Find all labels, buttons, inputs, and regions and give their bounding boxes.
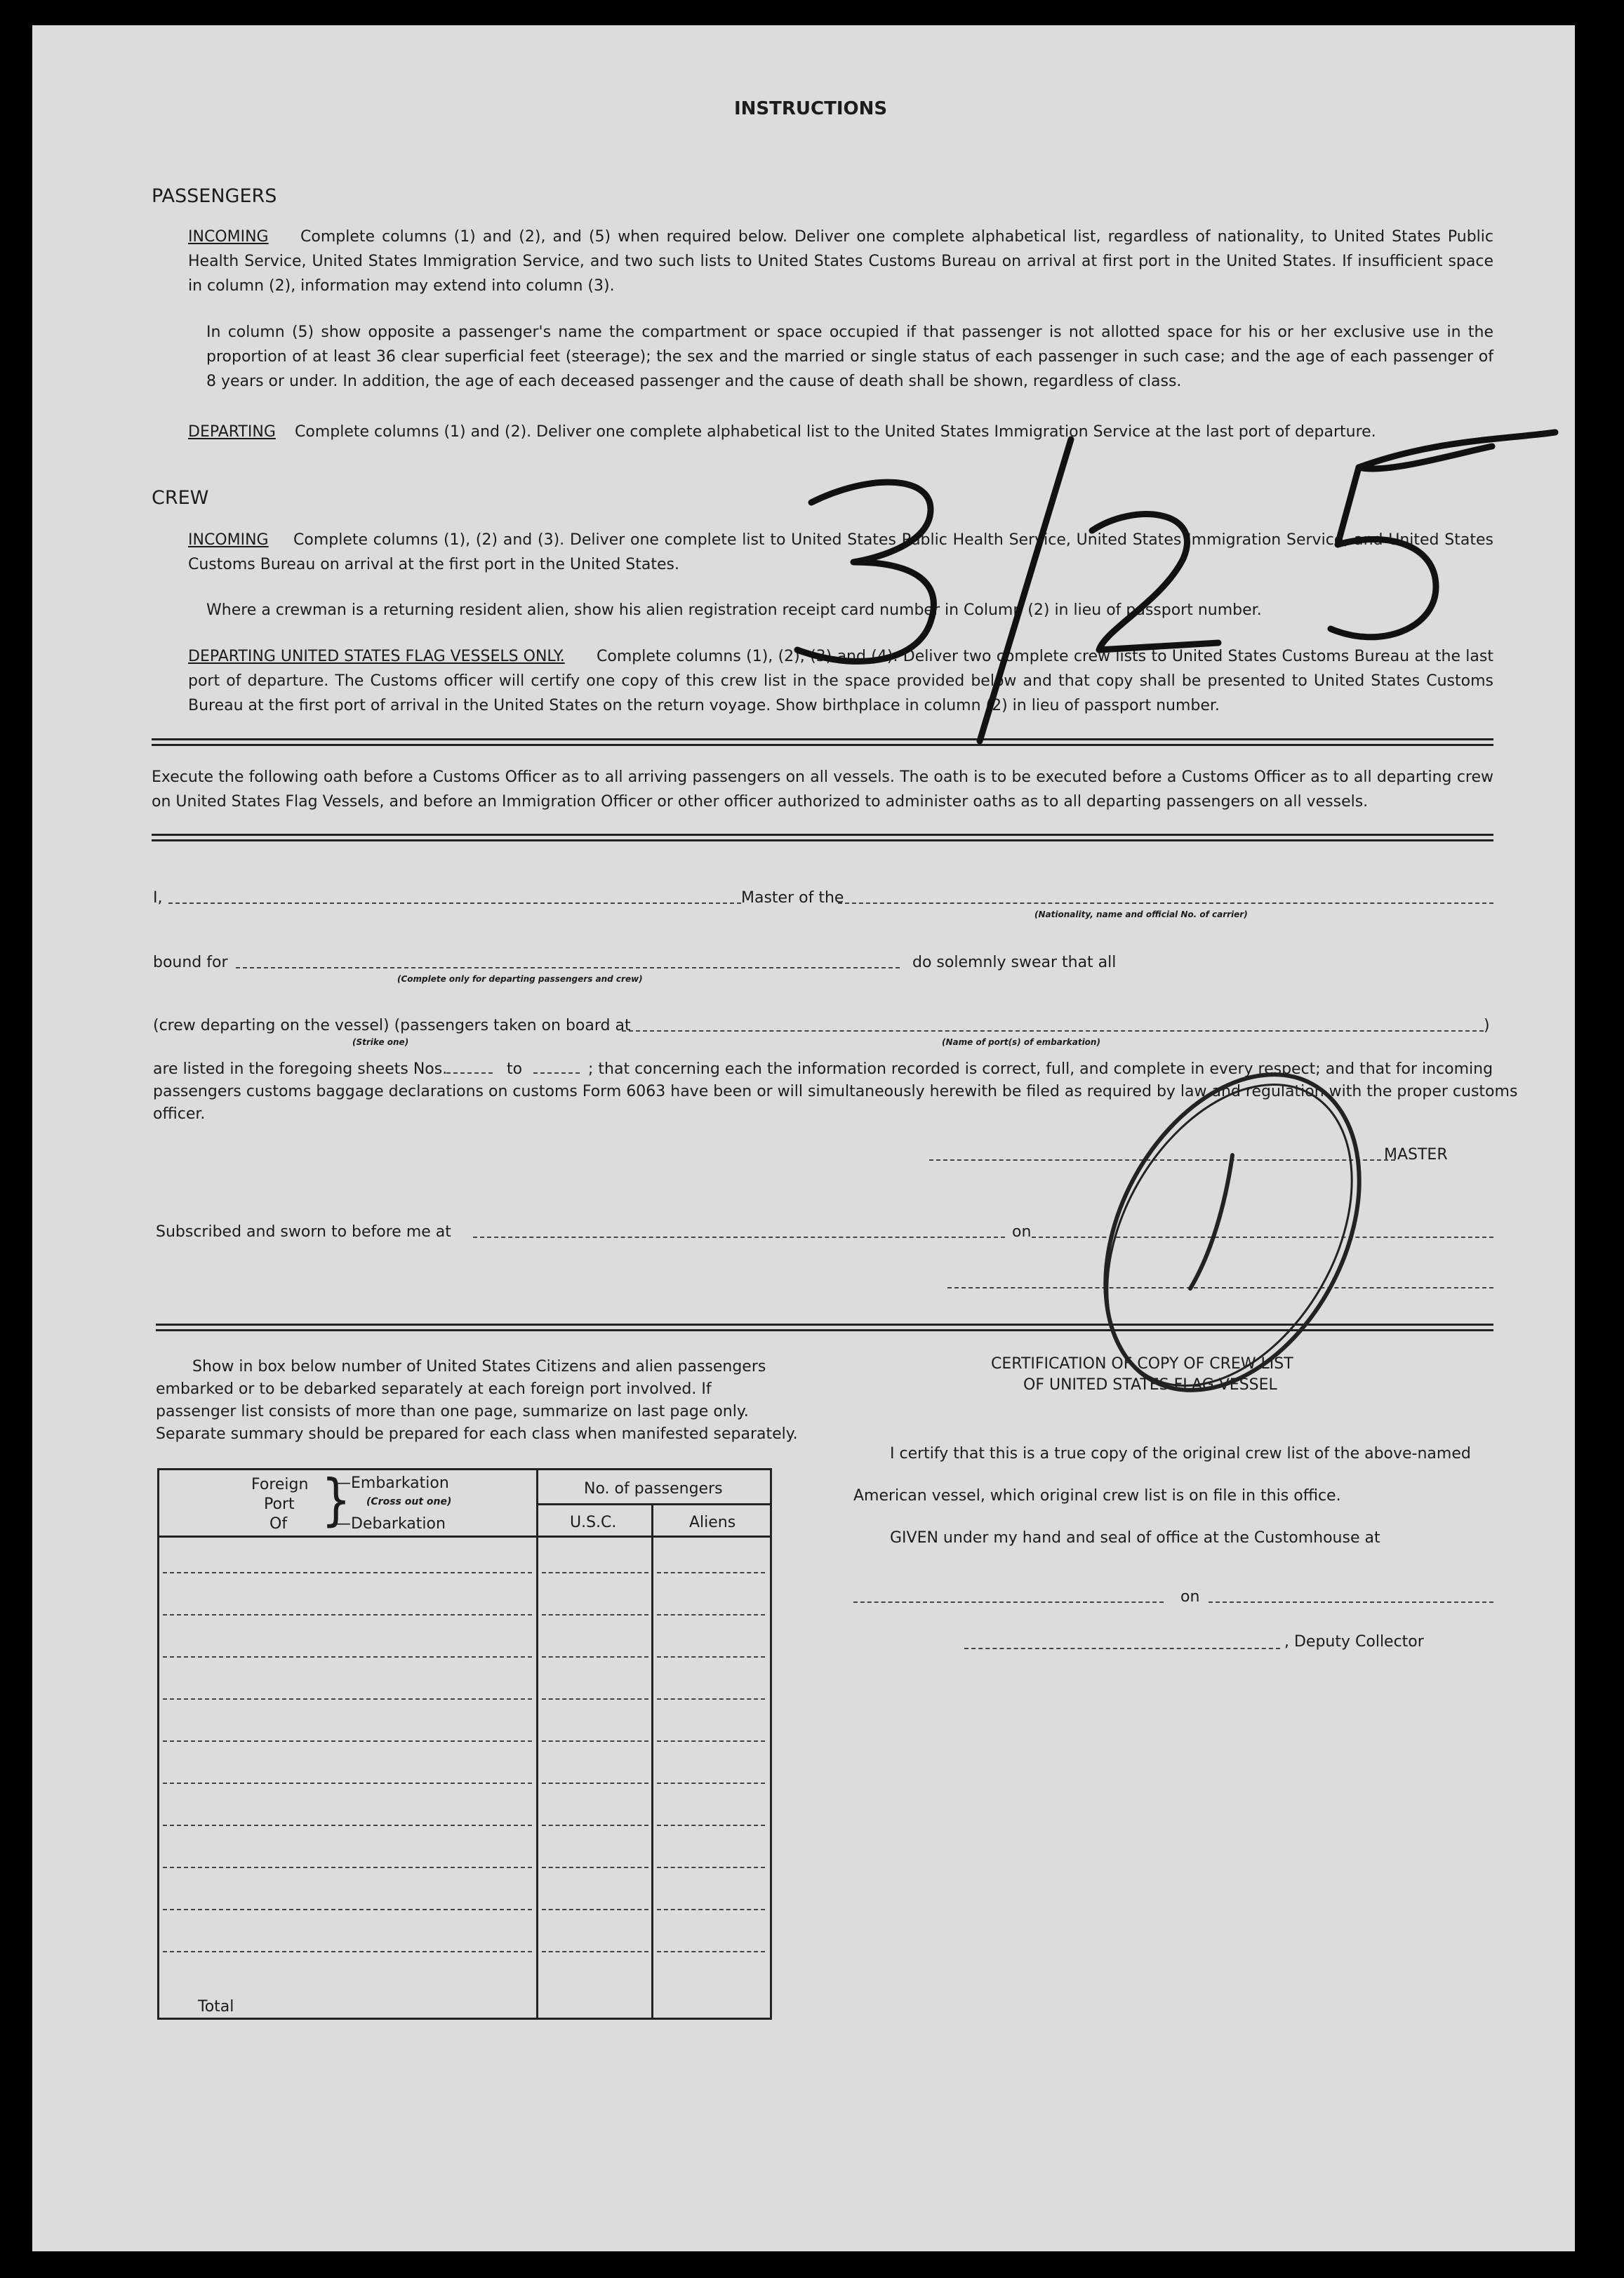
- summary-intro-line: embarked or to be debarked separately at each foreign port involved. If: [156, 1380, 712, 1398]
- listed-text-2: ; that concerning each the information recorded is correct, full, and complete in every respect; and that for incoming: [588, 1060, 1493, 1078]
- certification-text: American vessel, which original crew list is on file in this office.: [853, 1487, 1341, 1505]
- summary-table: [157, 1468, 772, 2020]
- table-row-line[interactable]: [542, 1951, 648, 1952]
- master-name-field[interactable]: [168, 902, 741, 904]
- handwritten-circled-one: [1001, 1029, 1450, 1408]
- port-note: (Name of port(s) of embarkation): [942, 1037, 1100, 1047]
- crew-incoming-text: Complete columns (1), (2) and (3). Deliver one complete list to United States Public Health Service, United States Immigration Service, and United States Customs Bureau on arrival at the first port in the United States.: [188, 531, 1493, 573]
- usc-header: U.S.C.: [570, 1514, 617, 1531]
- table-row-line[interactable]: [163, 1656, 532, 1658]
- passengers-column5-text: In column (5) show opposite a passenger's name the compartment or space occupied if that passenger is not allotted space for his or her exclusive use in the proportion of at least 36 clear superficial feet (steerage); the sex and the married or single status of each passenger in such case; and the age of each passenger of 8 years or under. In addition, the age of each deceased passenger and the cause of death shall be shown, regardless of class.: [206, 324, 1493, 390]
- sheet-to-field[interactable]: [533, 1072, 580, 1074]
- table-row-line[interactable]: [163, 1825, 532, 1826]
- listed-text-4: officer.: [153, 1105, 206, 1123]
- summary-intro-line: Separate summary should be prepared for each class when manifested separately.: [156, 1425, 798, 1443]
- cert-date-field[interactable]: [1209, 1601, 1493, 1603]
- table-row-line[interactable]: [542, 1698, 648, 1700]
- carrier-field[interactable]: [838, 902, 1493, 904]
- table-row-line[interactable]: [542, 1867, 648, 1868]
- summary-intro-line: Show in box below number of United States Citizens and alien passengers: [192, 1358, 766, 1376]
- cert-on-label: on: [1180, 1588, 1200, 1606]
- certification-title: OF UNITED STATES FLAG VESSEL: [1023, 1376, 1277, 1394]
- certification-text: I certify that this is a true copy of the original crew list of the above-named: [890, 1445, 1471, 1463]
- table-row-line[interactable]: [542, 1656, 648, 1658]
- table-row-line[interactable]: [657, 1740, 765, 1742]
- sworn-place-field[interactable]: [473, 1237, 1005, 1238]
- master-of-the-label: Master of the: [741, 889, 844, 907]
- passengers-heading: PASSENGERS: [152, 185, 277, 207]
- brace: }: [321, 1467, 351, 1533]
- page-title: INSTRUCTIONS: [734, 98, 888, 119]
- bound-note: (Complete only for departing passengers and crew): [397, 974, 643, 984]
- table-row-line[interactable]: [542, 1909, 648, 1910]
- table-row-line[interactable]: [657, 1867, 765, 1868]
- given-text: GIVEN under my hand and seal of office at the Customhouse at: [890, 1529, 1380, 1547]
- table-row-line[interactable]: [163, 1867, 532, 1868]
- embarkation-label: —Embarkation: [335, 1474, 449, 1492]
- table-row-line[interactable]: [542, 1614, 648, 1616]
- document-page: [32, 25, 1575, 2251]
- subscribed-label: Subscribed and sworn to before me at: [156, 1223, 451, 1241]
- crew-heading: CREW: [152, 487, 209, 509]
- divider: [152, 839, 1493, 841]
- passengers-departing-label: DEPARTING: [188, 423, 276, 441]
- bound-for-field[interactable]: [236, 967, 900, 968]
- crew-departing-text: Complete columns (1), (2), (3) and (4). Deliver two complete crew lists to United States Customs Bureau at the last port of departure. The Customs officer will certify one copy of this crew list in the space provided below and that copy shall be presented to United States Customs Bureau at the first port of arrival in the United States on the return voyage. Show birthplace in column (2) in lieu of passport number.: [188, 648, 1493, 714]
- table-header-bottom: [157, 1536, 770, 1538]
- divider: [152, 834, 1493, 836]
- table-col-divider: [651, 1503, 653, 2018]
- crew-incoming-label: INCOMING: [188, 531, 269, 549]
- crew-departing-text: (crew departing on the vessel) (passengers taken on board at: [153, 1017, 631, 1034]
- table-row-line[interactable]: [542, 1740, 648, 1742]
- handwritten-number-text: 3/25: [769, 418, 771, 419]
- table-row-line[interactable]: [657, 1656, 765, 1658]
- swear-text: do solemnly swear that all: [912, 954, 1117, 971]
- table-row-line[interactable]: [657, 1783, 765, 1784]
- table-row-line[interactable]: [163, 1783, 532, 1784]
- table-row-line[interactable]: [163, 1951, 532, 1952]
- table-row-line[interactable]: [163, 1698, 532, 1700]
- port-label: Port: [264, 1496, 295, 1513]
- carrier-note: (Nationality, name and official No. of carrier): [1034, 910, 1248, 919]
- table-row-line[interactable]: [163, 1614, 532, 1616]
- deputy-collector-label: , Deputy Collector: [1284, 1633, 1424, 1651]
- no-passengers-header: No. of passengers: [584, 1480, 723, 1498]
- crew-departing-label: DEPARTING UNITED STATES FLAG VESSELS ONLY.: [188, 648, 565, 665]
- summary-intro-line: passenger list consists of more than one page, summarize on last page only.: [156, 1403, 749, 1420]
- oath-i: I,: [153, 889, 163, 907]
- aliens-header: Aliens: [689, 1514, 736, 1531]
- table-row-line[interactable]: [542, 1783, 648, 1784]
- listed-text-3: passengers customs baggage declarations on customs Form 6063 have been or will simultaneously herewith be filed as required by law and regulation with the proper customs: [153, 1083, 1518, 1100]
- crew-alien-text: Where a crewman is a returning resident alien, show his alien registration receipt card number in Column (2) in lieu of passport number.: [206, 601, 1262, 619]
- total-label: Total: [198, 1998, 234, 2016]
- passengers-departing-text: Complete columns (1) and (2). Deliver one complete alphabetical list to the United States Immigration Service at the last port of departure.: [295, 423, 1376, 441]
- table-row-line[interactable]: [657, 1572, 765, 1573]
- table-row-line[interactable]: [163, 1740, 532, 1742]
- of-label: Of: [269, 1515, 288, 1533]
- foreign-label: Foreign: [251, 1476, 309, 1493]
- table-row-line[interactable]: [657, 1698, 765, 1700]
- bound-for-label: bound for: [153, 954, 228, 971]
- passengers-incoming-label: INCOMING: [188, 228, 269, 246]
- strike-note: (Strike one): [352, 1037, 409, 1047]
- table-col-divider: [536, 1468, 538, 2018]
- close-paren: ): [1484, 1017, 1490, 1034]
- table-row-line[interactable]: [657, 1951, 765, 1952]
- certification-title: CERTIFICATION OF COPY OF CREW LIST: [991, 1355, 1293, 1373]
- sheet-from-field[interactable]: [446, 1072, 493, 1074]
- table-row-line[interactable]: [163, 1909, 532, 1910]
- cross-out-note: (Cross out one): [366, 1496, 452, 1507]
- oath-intro: Execute the following oath before a Customs Officer as to all arriving passengers on all vessels. The oath is to be executed before a Customs Officer as to all departing crew on United States Flag Vessels, and before an Immigration Officer or other officer authorized to administer oaths as to all departing passengers on all vessels.: [152, 768, 1493, 811]
- table-row-line[interactable]: [542, 1825, 648, 1826]
- handwritten-number: [769, 418, 1583, 769]
- deputy-signature-field[interactable]: [964, 1648, 1280, 1649]
- customhouse-field[interactable]: [853, 1601, 1164, 1603]
- table-row-line[interactable]: [657, 1614, 765, 1616]
- table-header-divider: [536, 1503, 770, 1505]
- table-row-line[interactable]: [657, 1825, 765, 1826]
- master-label: MASTER: [1384, 1146, 1448, 1164]
- to-label: to: [507, 1060, 523, 1078]
- table-row-line[interactable]: [163, 1572, 532, 1573]
- table-row-line[interactable]: [542, 1572, 648, 1573]
- table-row-line[interactable]: [657, 1909, 765, 1910]
- debarkation-label: —Debarkation: [335, 1515, 446, 1533]
- sworn-on-label: on: [1012, 1223, 1032, 1241]
- listed-text-1: are listed in the foregoing sheets Nos.: [153, 1060, 448, 1078]
- passengers-incoming-text: Complete columns (1) and (2), and (5) when required below. Deliver one complete alphabetical list, regardless of nationality, to United States Public Health Service, United States Immigration Service, and two such lists to United States Customs Bureau on arrival at first port in the United States. If insufficient space in column (2), information may extend into column (3).: [188, 228, 1493, 295]
